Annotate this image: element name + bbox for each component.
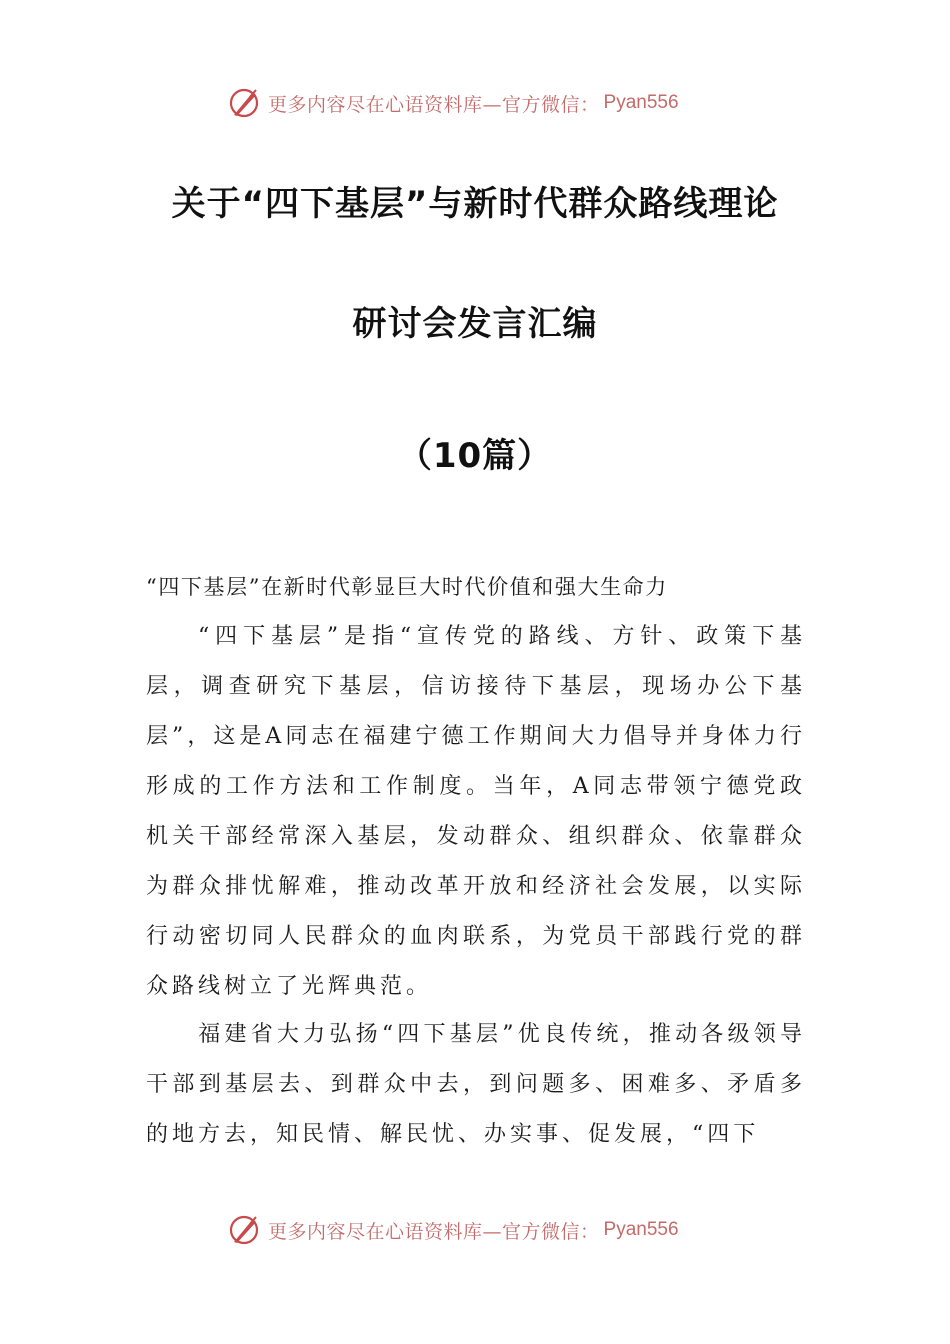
paragraph-1-text: “四下基层”是指“宣传党的路线、方针、政策下基层，调查研究下基层，信访接待下基层，现场办公下基层”，这是A同志在福建宁德工作期间大力倡导并身体力行形成的工作方法和工作制度。当年，A同志带领宁德党政机关干部经常深入基层，发动群众、组织群众、依靠群众为群众排忧解难，推动改革开放和经济社会发展，以实际行动密切同人民群众的血肉联系，为党员干部践行党的群众路线树立了光辉典范。 <box>146 624 806 999</box>
banner-wechat-id: Pyan556 <box>603 1219 679 1240</box>
quill-logo-icon <box>226 85 262 121</box>
bottom-banner <box>0 1210 950 1250</box>
paragraph-1 <box>146 612 806 1012</box>
title-line-1: 关于“四下基层”与新时代群众路线理论 <box>171 184 779 224</box>
title-line-2: 研讨会发言汇编 <box>352 304 598 344</box>
section-heading: “四下基层”在新时代彰显巨大时代价值和强大生命力 <box>146 575 668 599</box>
banner-wechat-id: Pyan556 <box>603 92 679 113</box>
top-banner <box>0 83 950 123</box>
paragraph-2-text: 福建省大力弘扬“四下基层”优良传统，推动各级领导干部到基层去、到群众中去，到问题多、困难多、矛盾多的地方去，知民情、解民忧、办实事、促发展，“四下 <box>146 1022 806 1147</box>
banner-text: 更多内容尽在心语资料库—官方微信： <box>268 93 600 116</box>
banner-text: 更多内容尽在心语资料库—官方微信： <box>268 1220 600 1243</box>
quill-logo-icon <box>226 1212 262 1248</box>
title-line-3: （10篇） <box>397 436 553 476</box>
paragraph-2 <box>146 1010 806 1160</box>
